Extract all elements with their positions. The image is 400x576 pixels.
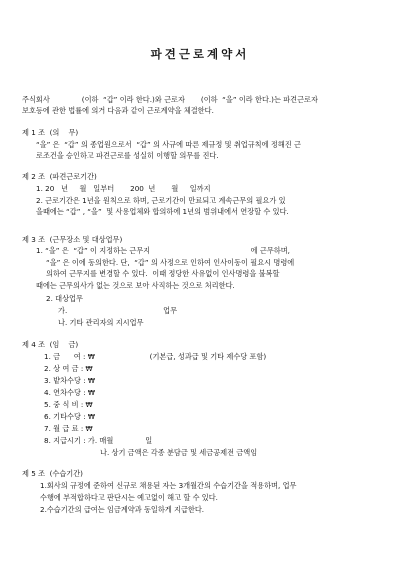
intro-line: 보호등에 관한 법률에 의거 다음과 같이 근로계약을 체결한다. [22,106,214,115]
article-3-line: “을” 은 이에 동의한다. 단, “갑” 의 사정으로 인하여 인사이동이 필요시 명령에 [46,258,295,267]
article-3-line: 나. 기타 관리자의 지시업무 [58,318,144,327]
article-5-line: 2.수습기간의 급여는 임금계약과 동일하게 지급한다. [40,505,205,514]
article-4-line: 8. 지급시기 : 가. 매월 일 [44,436,153,445]
article-3-heading: 제 3 조 (근무장소 및 대상업무) [22,235,123,244]
article-5-heading: 제 5 조 (수습기간) [22,469,83,478]
article-4-line: 4. 연차수당 : ₩ [44,388,96,397]
article-3-line: 의하여 근무지를 변경할 수 있다. 이때 정당한 사유없이 인사명령을 불복할 [46,269,280,278]
article-5-line: 1.회사의 규정에 준하여 신규로 채용된 자는 3개월간의 수습기간을 적용하며, 업무 [40,481,297,490]
article-1-line: 로조건을 승인하고 파견근로를 성실히 이행할 의무를 진다. [36,151,219,160]
article-2-line: 1. 20 년 월 일부터 200 년 월 일까지 [36,184,211,193]
article-2-heading: 제 2 조 (파견근로기간) [22,172,97,181]
article-3-line: 때에는 근무의사가 없는 것으로 보아 사직하는 것으로 처리한다. [36,281,235,290]
article-4-line: 6. 기타수당 : ₩ [44,412,96,421]
article-1-heading: 제 1 조 (의 무) [22,128,79,137]
article-4-line: 3. 밭차수당 : ₩ [44,376,96,385]
article-4-line: 7. 월 급 료 : ₩ [44,424,93,433]
article-4-heading: 제 4 조 (임 금) [22,340,79,349]
article-4-line: 2. 상 여 금 : ₩ [44,364,93,373]
article-4-line: 5. 중 식 비 : ₩ [44,400,93,409]
article-3-line: 1. “을” 은 “갑” 이 지정하는 근무지 에 근무하며, [36,246,290,255]
article-1-line: “을” 은 “갑” 의 종업원으로서 “갑” 의 사규에 따른 제규정 및 취업규칙에 정해진 근 [36,140,301,149]
article-4-line: 나. 상기 금액은 각종 분담금 및 세금공제전 금액임 [100,448,258,457]
article-4-line: 1. 금 여 : ₩ (기본급, 성과급 및 기타 제수당 포함) [44,352,267,361]
article-3-line: 2. 대상업무 [46,294,83,303]
article-2-line: 을때에는 “갑” , “을” 및 사용업체와 합의하에 1년의 범위내에서 연장할 수 있다. [36,207,289,216]
document-title: 파견근로계약서 [150,47,250,61]
article-5-line: 수행에 부적합하다고 판단시는 예고없이 해고 할 수 있다. [40,493,218,502]
article-2-line: 2. 근로기간은 1년을 원칙으로 하며, 근로기간이 만료되고 계속근무의 필요가 있 [36,196,286,205]
intro-line: 주식회사 (이하 “갑” 이라 한다.)와 근로자 (이하 “을” 이라 한다.)는 파견근로자 [22,95,318,104]
article-3-line: 가. 업무 [58,306,178,315]
